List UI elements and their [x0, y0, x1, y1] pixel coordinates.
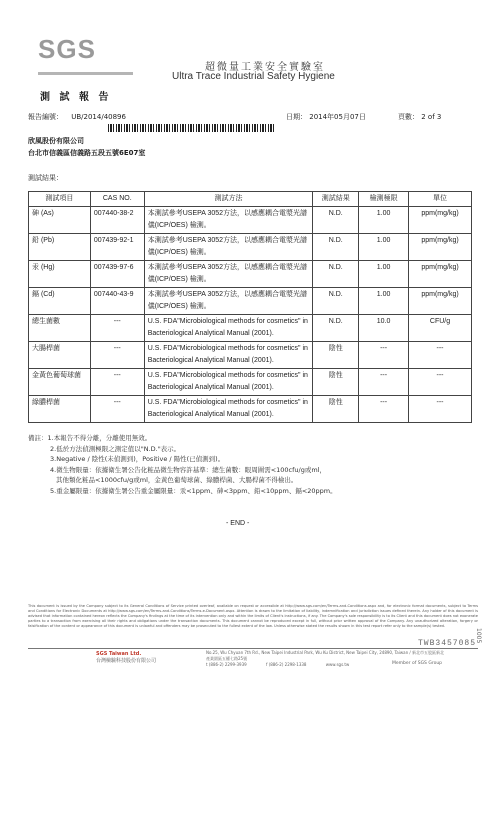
cell-item: 綠膿桿菌: [29, 396, 91, 423]
cell-method: 本測試參考USEPA 3052方法，以感應耦合電漿光譜儀(ICP/OES) 檢測。: [144, 261, 313, 288]
report-number: [28, 112, 126, 122]
cell-unit: CFU/g: [409, 315, 472, 342]
header-item: 測試項目: [29, 192, 91, 207]
end-mark: - END -: [226, 520, 250, 527]
header-unit: 單位: [409, 192, 472, 207]
table-row: [29, 315, 472, 342]
cell-method: U.S. FDA"Microbiological methods for cosmetics" in Bacteriological Analytical Manual (2001).: [144, 342, 313, 369]
table-row: [29, 342, 472, 369]
cell-result: N.D.: [313, 315, 359, 342]
cell-result: N.D.: [313, 207, 359, 234]
cell-method: 本測試參考USEPA 3052方法，以感應耦合電漿光譜儀(ICP/OES) 檢測。: [144, 234, 313, 261]
cell-item: 砷 (As): [29, 207, 91, 234]
table-row: [29, 234, 472, 261]
cell-cas: 007440-38-2: [90, 207, 144, 234]
cell-unit: ppm(mg/kg): [409, 207, 472, 234]
cell-cas: ---: [90, 342, 144, 369]
cell-cas: 007439-92-1: [90, 234, 144, 261]
table-row: [29, 396, 472, 423]
lab-name-en: Ultra Trace Industrial Safety Hygiene: [172, 71, 335, 82]
cell-method: 本測試參考USEPA 3052方法，以感應耦合電漿光譜儀(ICP/OES) 檢測。: [144, 207, 313, 234]
note-line: 其他類化粧品<1000cfu/g或ml，金黃色葡萄球菌、綠膿桿菌、大腸桿菌不得檢出。: [56, 476, 298, 484]
table-row: [29, 369, 472, 396]
header-limit: 檢測極限: [359, 192, 409, 207]
cell-limit: 1.00: [359, 234, 409, 261]
footer-web: www.sgs.tw: [325, 662, 350, 667]
cell-limit: ---: [359, 342, 409, 369]
date-value: 2014年05月07日: [309, 113, 366, 121]
cell-cas: ---: [90, 396, 144, 423]
footer-address: No.25, Wu Chyuan 7th Rd., New Taipei Industrial Park, Wu Ku District, New Taipei City, 24890, Taiwan / 新北市五股區新北產業園區五權七路25號: [206, 650, 444, 661]
note-line: 3.Negative / 陰性(未偵測到)，Positive / 陽性(已偵測到)。: [50, 455, 225, 463]
sgs-logo: [38, 34, 96, 65]
cell-result: 陰性: [313, 369, 359, 396]
cell-cas: ---: [90, 315, 144, 342]
footer-fax: f (886-2) 2298-1338: [265, 662, 307, 667]
table-row: [29, 261, 472, 288]
cell-item: 大腸桿菌: [29, 342, 91, 369]
cell-item: 鎘 (Cd): [29, 288, 91, 315]
barcode: [108, 124, 276, 132]
cell-result: N.D.: [313, 234, 359, 261]
side-code: 1005: [475, 628, 482, 644]
report-title: 測 試 報 告: [40, 92, 112, 103]
report-number-value: UB/2014/40896: [71, 113, 126, 121]
cell-limit: 1.00: [359, 288, 409, 315]
cell-method: U.S. FDA"Microbiological methods for cosmetics" in Bacteriological Analytical Manual (2001).: [144, 396, 313, 423]
cell-limit: ---: [359, 369, 409, 396]
client-address: 台北市信義區信義路五段五號6E07室: [28, 149, 146, 157]
note-line: 4.微生物限量：依據衛生署公告化粧品微生物容許基準：總生菌數：眼周圍需<100cfu/g或ml，: [50, 465, 326, 474]
header-method: 測試方法: [144, 192, 313, 207]
cell-result: 陰性: [313, 342, 359, 369]
cell-cas: 007440-43-9: [90, 288, 144, 315]
cell-method: U.S. FDA"Microbiological methods for cosmetics" in Bacteriological Analytical Manual (2001).: [144, 369, 313, 396]
note-line: 5.重金屬限量：依據衛生署公告重金屬限量：汞<1ppm、砷<3ppm、鉛<10ppm、鎘<20ppm。: [50, 486, 337, 495]
cell-result: N.D.: [313, 288, 359, 315]
cell-method: U.S. FDA"Microbiological methods for cosmetics" in Bacteriological Analytical Manual (2001).: [144, 315, 313, 342]
disclaimer: This document is issued by the Company subject to its General Conditions of Service printed overleaf, available on request or accessible at http://www.sgs.com/en/Terms-and-Conditions.aspx and, for electronic format documents, subject to Terms and Conditions for Electronic Documents at http://www.sgs.com/en/Terms-and-Conditions/Terms-e-Document.aspx. Attention is drawn to the limitation of liability, indemnification and jurisdiction issues defined therein. Any holder of this document is advised that information contained hereon reflects the Company's findings at the time of its intervention only and within the limits of Client's instructions, if any. The Company's sole responsibility is to its Client and this document does not exonerate parties to a transaction from exercising all their rights and obligations under the transaction documents. This document cannot be reproduced except in full, without prior written approval of the Company. Any unauthorized alteration, forgery or falsification of the content or appearance of this document is unlawful and offenders may be prosecuted to the fullest extent of the law. Unless otherwise stated the results shown in this test report refer only to the sample(s) tested.: [28, 604, 478, 628]
cell-unit: ppm(mg/kg): [409, 234, 472, 261]
cell-method: 本測試參考USEPA 3052方法，以感應耦合電漿光譜儀(ICP/OES) 檢測。: [144, 288, 313, 315]
cell-unit: ---: [409, 396, 472, 423]
results-table: [28, 191, 472, 423]
company-name-en: SGS Taiwan Ltd.: [96, 651, 142, 657]
cell-unit: ppm(mg/kg): [409, 261, 472, 288]
cell-limit: 1.00: [359, 261, 409, 288]
footer-phone: t (886-2) 2299-3939: [206, 662, 247, 667]
page-value: 2 of 3: [421, 113, 442, 121]
table-header-row: [29, 192, 472, 207]
cell-unit: ppm(mg/kg): [409, 288, 472, 315]
serial-number: TWB3457085: [418, 639, 477, 648]
results-label: 測試結果：: [28, 174, 63, 182]
logo-text: SGS: [38, 34, 96, 64]
cell-unit: ---: [409, 342, 472, 369]
cell-result: N.D.: [313, 261, 359, 288]
date-label: 日期：: [286, 113, 307, 121]
cell-item: 鉛 (Pb): [29, 234, 91, 261]
cell-limit: 10.0: [359, 315, 409, 342]
note-line: 備註：1.本報告不得分離，分離使用無效。: [28, 434, 152, 442]
notes: [28, 433, 337, 496]
cell-unit: ---: [409, 369, 472, 396]
lab-name-cn: 超微量工業安全實驗室: [205, 62, 325, 73]
cell-cas: 007439-97-6: [90, 261, 144, 288]
cell-limit: ---: [359, 396, 409, 423]
cell-result: 陰性: [313, 396, 359, 423]
cell-item: 金黃色葡萄球菌: [29, 369, 91, 396]
company-name-cn: 台灣檢驗科技股份有限公司: [96, 658, 157, 664]
header-result: 測試結果: [313, 192, 359, 207]
page-label: 頁數：: [398, 113, 419, 121]
table-row: [29, 207, 472, 234]
cell-limit: 1.00: [359, 207, 409, 234]
table-row: [29, 288, 472, 315]
client-name: 欣風股份有限公司: [28, 137, 84, 145]
page-number: [398, 112, 441, 122]
cell-cas: ---: [90, 369, 144, 396]
header-cas: CAS NO.: [90, 192, 144, 207]
note-line: 2.低於方法偵測極限之測定值以"N.D."表示。: [50, 444, 181, 453]
report-date: [286, 112, 366, 122]
report-number-label: 報告編號：: [28, 113, 63, 121]
footer-divider: [28, 648, 478, 649]
footer-company: [96, 651, 156, 664]
member-of-sgs: Member of SGS Group: [392, 661, 443, 666]
cell-item: 汞 (Hg): [29, 261, 91, 288]
cell-item: 總生菌數: [29, 315, 91, 342]
logo-underline: [38, 72, 133, 75]
